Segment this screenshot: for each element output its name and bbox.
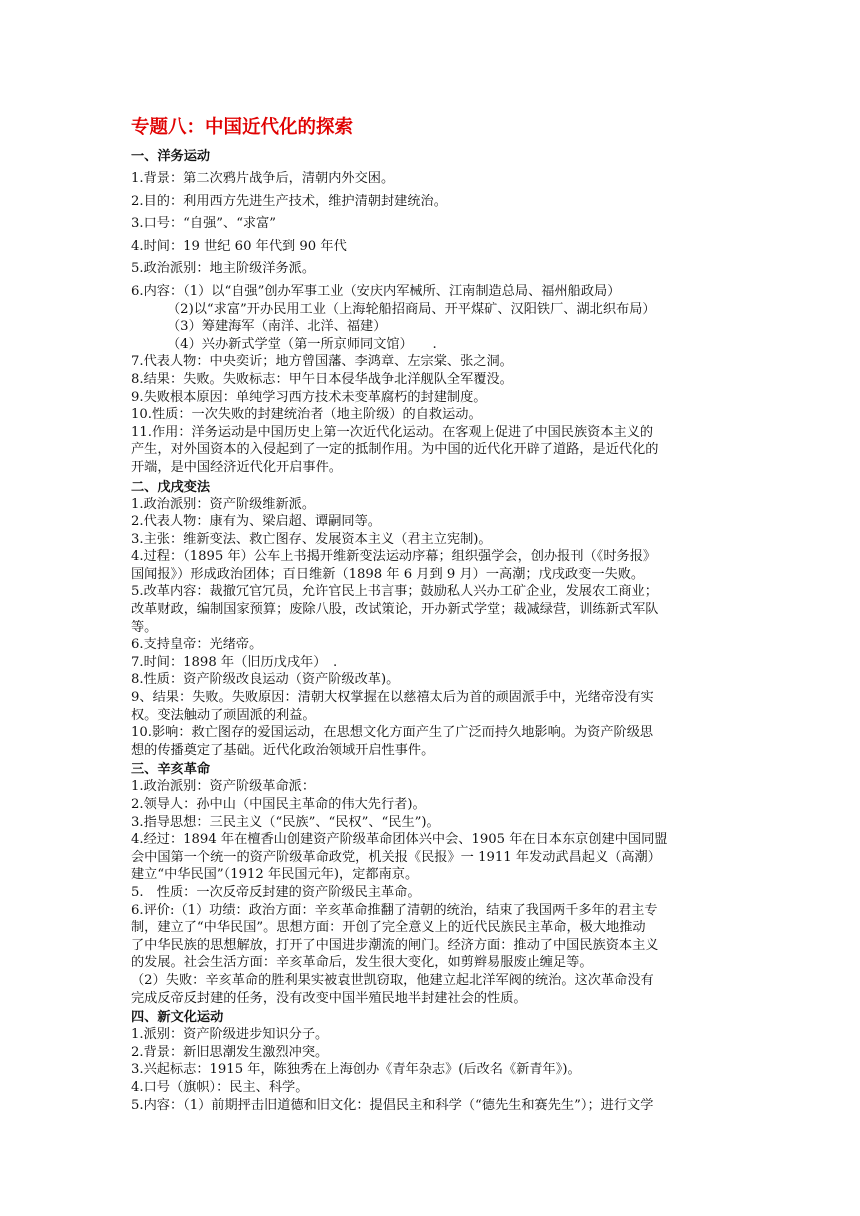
section-heading-xinhai: 三、辛亥革命 [131, 762, 211, 778]
text-line: 开端，是中国经济近代化开启事件。 [131, 459, 342, 475]
text-line: 10.性质：一次失败的封建统治者（地主阶级）的自救运动。 [131, 407, 482, 423]
text-line: 改革财政，编制国家预算；废除八股，改试策论，开办新式学堂；裁减绿营，训练新式军队 [131, 602, 659, 618]
text-line: 3.兴起标志：1915 年，陈独秀在上海创办《青年杂志》(后改名《新青年》)。 [131, 1062, 581, 1078]
text-line: 2.背景：新旧思潮发生激烈冲突。 [131, 1044, 329, 1060]
section-heading-yangwu: 一、洋务运动 [131, 149, 211, 164]
text-line: 1.政治派别：资产阶级革命派： [131, 779, 316, 795]
text-line: 国闻报》）形成政治团体；百日维新（1898 年 6 月到 9 月）一高潮；戊戌政变一失败。 [131, 566, 645, 582]
section-heading-wuxu: 二、戊戌变法 [131, 479, 211, 495]
text-line: 7.代表人物：中央奕䜣；地方曾国藩、李鸿章、左宗棠、张之洞。 [131, 354, 513, 370]
document-body [131, 114, 731, 1114]
text-line: 9、结果：失败。失败原因：清朝大权掌握在以慈禧太后为首的顽固派手中，光绪帝没有实 [131, 690, 654, 706]
text-line: 5. 性质：一次反帝反封建的资产阶级民主革命。 [131, 884, 421, 900]
text-line: 了中华民族的思想解放，打开了中国进步潮流的闸门。经济方面：推动了中国民族资本主义 [131, 937, 659, 953]
text-line: 2.目的：利用西方先进生产技术，维护清朝封建统治。 [131, 193, 447, 209]
text-line: 5.政治派别：地主阶级洋务派。 [131, 261, 316, 277]
text-line: 5.改革内容：裁撤冗官冗员，允许官民上书言事；鼓励私人兴办工矿企业，发展农工商业； [131, 584, 658, 600]
text-line: 5.内容：（1）前期抨击旧道德和旧文化：提倡民主和科学（“德先生和赛先生”）；进行文学 [131, 1097, 654, 1113]
text-line: 4.过程：（1895 年）公车上书揭开维新变法运动序幕；组织强学会，创办报刊（《时务报》 [131, 549, 657, 565]
text-line: 10.影响：救亡图存的爱国运动，在思想文化方面产生了广泛而持久地影响。为资产阶级思 [131, 725, 654, 741]
text-line: （2)以“求富”开办民用工业（上海轮船招商局、开平煤矿、汉阳铁厂、湖北织布局） [167, 301, 656, 317]
text-line: 完成反帝反封建的任务，没有改变中国半殖民地半封建社会的性质。 [131, 990, 527, 1006]
text-line: 8.结果：失败。失败标志：甲午日本侵华战争北洋舰队全军覆没。 [131, 371, 513, 387]
text-line: （4）兴办新式学堂（第一所京师同文馆） . [167, 336, 437, 352]
document-title: 专题八：中国近代化的探索 [131, 117, 354, 138]
text-line: 制，建立了“中华民国”。思想方面：开创了完全意义上的近代民族民主革命，极大地推动 [131, 920, 646, 936]
text-line: 7.时间：1898 年（旧历戊戌年） . [131, 654, 338, 670]
text-line: 1.政治派别：资产阶级维新派。 [131, 496, 316, 512]
text-line: 想的传播奠定了基础。近代化政治领域开启性事件。 [131, 742, 435, 758]
text-line: 4.时间：19 世纪 60 年代到 90 年代 [131, 238, 347, 254]
text-line: 3.口号：“自强”、“求富” [131, 216, 277, 232]
text-line: 会中国第一个统一的资产阶级革命政党，机关报《民报》一 1911 年发动武昌起义（高潮） [131, 849, 661, 865]
text-line: 8.性质：资产阶级改良运动（资产阶级改革)。 [131, 672, 400, 688]
section-heading-xinwenhua: 四、新文化运动 [131, 1010, 224, 1026]
text-line: 1.派别：资产阶级进步知识分子。 [131, 1027, 329, 1043]
text-line: 6.评价:（1）功绩：政治方面：辛亥革命推翻了清朝的统治，结束了我国两千多年的君主专 [131, 902, 658, 918]
text-line: 建立“中华民国”（1912 年民国元年)，定都南京。 [131, 867, 419, 883]
text-line: 权。变法触动了顽固派的利益。 [131, 707, 316, 723]
text-line: 6.支持皇帝：光绪帝。 [131, 637, 263, 653]
text-line: 1.背景：第二次鸦片战争后，清朝内外交困。 [131, 171, 395, 186]
text-line: 2.领导人：孙中山（中国民主革命的伟大先行者)。 [131, 797, 426, 812]
text-line: 4.经过：1894 年在檀香山创建资产阶级革命团体兴中会、1905 年在日本东京创建中国同盟 [131, 832, 668, 848]
text-line: 3.主张：维新变法、救亡图存、发展资本主义（君主立宪制)。 [131, 531, 492, 547]
text-line: （3）筹建海军（南洋、北洋、福建） [167, 319, 387, 335]
text-line: 4.口号（旗帜）：民主、科学。 [131, 1079, 309, 1095]
text-line: 的发展。社会生活方面：辛亥革命后，发生很大变化，如剪辫易服废止缠足等。 [131, 955, 593, 971]
text-line: （2）失败：辛亥革命的胜利果实被袁世凯窃取，他建立起北洋军阀的统治。这次革命没有 [131, 972, 654, 988]
text-line: 11.作用：洋务运动是中国历史上第一次近代化运动。在客观上促进了中国民族资本主义的 [131, 424, 654, 440]
text-line: 等。 [131, 619, 158, 635]
text-line: 产生，对外国资本的入侵起到了一定的抵制作用。为中国的近代化开辟了道路，是近代化的 [131, 442, 659, 458]
text-line: 6.内容：（1）以“自强”创办军事工业（安庆内军械所、江南制造总局、福州船政局） [131, 283, 621, 299]
text-line: 9.失败根本原因：单纯学习西方技术未变革腐朽的封建制度。 [131, 389, 487, 405]
text-line: 3.指导思想：三民主义（“民族”、“民权”、“民生”)。 [131, 814, 440, 830]
text-line: 2.代表人物：康有为、梁启超、谭嗣同等。 [131, 514, 381, 530]
